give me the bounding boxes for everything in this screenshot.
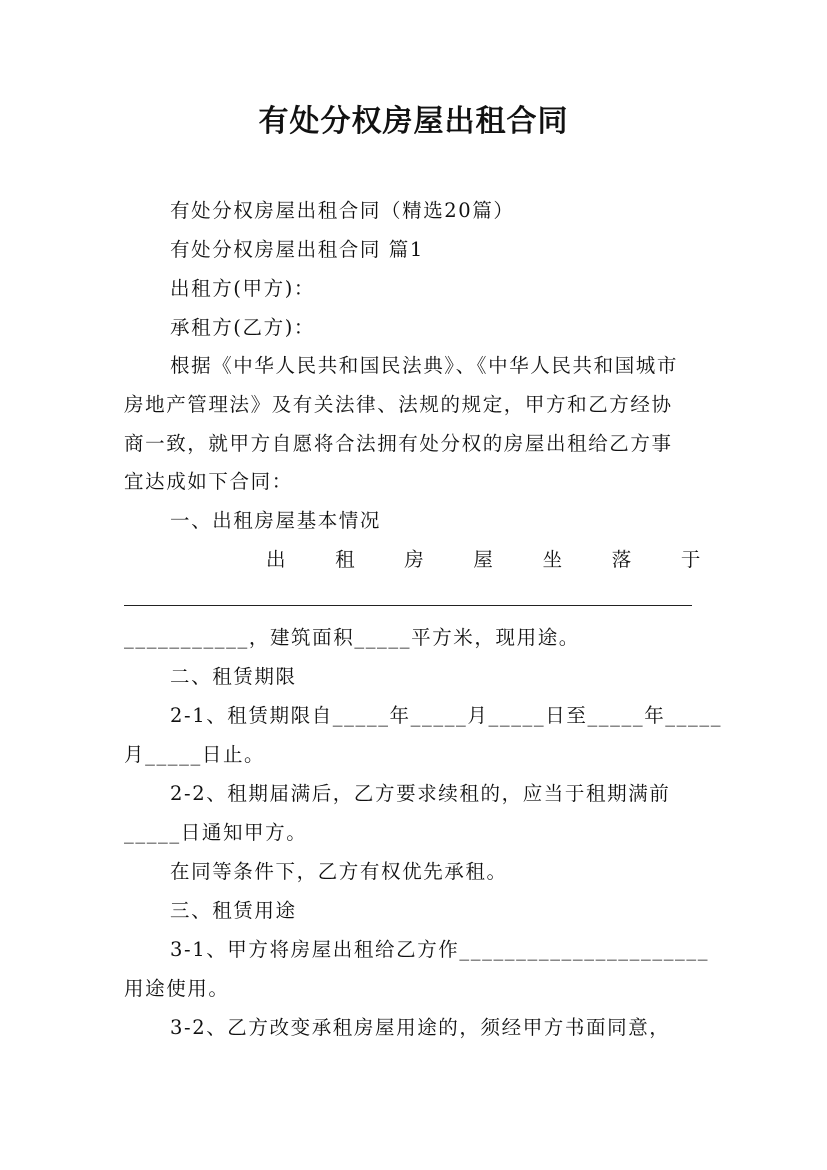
- clause-line: 在同等条件下，乙方有权优先承租。: [170, 860, 508, 883]
- clause-line: 2-1、租赁期限自_____年_____月_____日至_____年_____: [170, 704, 723, 727]
- section-heading: 二、租赁期限: [170, 665, 297, 688]
- location-char: 房: [404, 548, 426, 571]
- clause-line: 2-2、租期届满后，乙方要求续租的，应当于租期满前: [170, 782, 671, 805]
- paragraph-line: 宜达成如下合同：: [124, 470, 293, 493]
- location-char: 租: [335, 548, 357, 571]
- area-line: ___________，建筑面积_____平方米，现用途。: [124, 626, 580, 649]
- section-heading: 三、租赁用途: [170, 899, 297, 922]
- lessee-field: 承租方(乙方)：: [170, 316, 316, 339]
- blank-underline: [124, 605, 692, 606]
- location-char: 落: [611, 548, 633, 571]
- clause-line: 月_____日止。: [124, 743, 266, 766]
- location-char: 于: [680, 548, 702, 571]
- lessor-field: 出租方(甲方)：: [170, 277, 316, 300]
- location-char: 出: [266, 548, 288, 571]
- paragraph-line: 商一致，就甲方自愿将合法拥有处分权的房屋出租给乙方事: [124, 432, 673, 455]
- clause-line: _____日通知甲方。: [124, 821, 308, 844]
- location-char: 屋: [473, 548, 495, 571]
- document-title: 有处分权房屋出租合同: [258, 104, 569, 139]
- clause-line: 3-2、乙方改变承租房屋用途的，须经甲方书面同意，: [170, 1016, 671, 1039]
- clause-line: 用途使用。: [124, 977, 230, 1000]
- section-heading: 有处分权房屋出租合同 篇1: [170, 238, 424, 261]
- paragraph-line: 房地产管理法》及有关法律、法规的规定，甲方和乙方经协: [124, 393, 673, 416]
- location-line: [266, 545, 702, 575]
- clause-line: 3-1、甲方将房屋出租给乙方作______________________: [170, 938, 710, 961]
- location-char: 坐: [542, 548, 564, 571]
- paragraph-line: 根据《中华人民共和国民法典》、《中华人民共和国城市: [170, 354, 679, 377]
- subtitle-line: 有处分权房屋出租合同（精选20篇）: [170, 199, 515, 222]
- section-heading: 一、出租房屋基本情况: [170, 509, 382, 532]
